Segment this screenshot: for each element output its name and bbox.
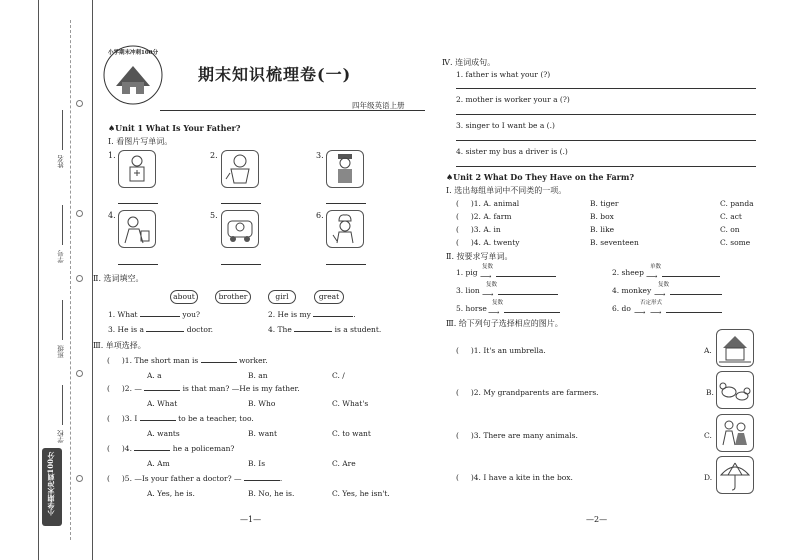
mc-item: ( )3. I to be a teacher, too.	[107, 414, 254, 423]
cut-line	[70, 20, 71, 540]
police-picture-icon	[326, 150, 364, 188]
match-item: ( )3. There are many animals.	[456, 431, 578, 440]
pic-num: 4.	[108, 211, 116, 220]
mc-option[interactable]: B. Is	[248, 459, 266, 468]
word-transform: 3. lion	[456, 286, 480, 295]
transform-tag: 否定形式	[640, 300, 663, 306]
picture-letter: C.	[704, 431, 712, 440]
reorder-item: 1. father is what your (?)	[456, 70, 551, 79]
answer-line[interactable]	[456, 88, 756, 89]
mc-option[interactable]: B. Who	[248, 399, 276, 408]
mc-item: ( )2. — is that man? —He is my father.	[107, 384, 300, 393]
animals-picture-icon	[716, 371, 754, 409]
answer-line[interactable]	[456, 166, 756, 167]
page-title: 期末知识梳理卷(一)	[198, 65, 352, 84]
odd-one-row: ( )1. A. animal	[456, 199, 520, 208]
mc-option[interactable]: B. seventeen	[590, 238, 639, 247]
pic-num: 3.	[316, 151, 324, 160]
word-transform: 4. monkey	[612, 286, 652, 295]
mc-option[interactable]: A. a	[147, 371, 162, 380]
fill-question: 2. He is my .	[268, 310, 356, 319]
unit1-section2-title: Ⅱ. 选词填空。	[93, 274, 144, 283]
mc-item: ( )4. he a policeman?	[107, 444, 235, 453]
reorder-item: 4. sister my bus a driver is (.)	[456, 147, 568, 156]
mc-option[interactable]: B. want	[248, 429, 278, 438]
driver-picture-icon	[221, 210, 259, 248]
mc-option[interactable]: B. an	[248, 371, 268, 380]
answer-line[interactable]	[456, 114, 756, 115]
pic-num: 1.	[108, 151, 116, 160]
mc-option[interactable]: C. panda	[720, 199, 754, 208]
mc-option[interactable]: A. wants	[147, 429, 180, 438]
word-cloud: great	[314, 290, 344, 304]
transform-tag: 单数	[650, 264, 662, 270]
unit2-section2-title: Ⅱ. 按要求写单词。	[446, 252, 513, 261]
brand-text: 小学期末冲刺100分	[46, 452, 55, 516]
pic-num: 5.	[210, 211, 218, 220]
answer-line[interactable]	[496, 276, 556, 277]
picture-letter: D.	[704, 473, 713, 482]
transform-tag: 复数	[492, 300, 504, 306]
section4-title: Ⅳ. 连词成句。	[442, 58, 496, 67]
word-transform: 6. do	[612, 304, 631, 313]
chef-picture-icon	[326, 210, 364, 248]
margin-line	[38, 0, 39, 560]
binding-margin	[0, 0, 100, 560]
page-number-2: —2—	[586, 515, 608, 524]
word-cloud: brother	[215, 290, 251, 304]
unit1-section3-title: Ⅲ. 单项选择。	[93, 341, 146, 350]
word-transform: 5. horse	[456, 304, 487, 313]
fill-question: 1. What you?	[108, 310, 200, 319]
picture-letter: B.	[706, 388, 714, 397]
pic-num: 2.	[210, 151, 218, 160]
fill-question: 4. The is a student.	[268, 325, 382, 334]
mc-item: ( )5. —Is your father a doctor? — .	[107, 474, 283, 483]
logo-ring-text: 小学期末冲刺100分	[108, 50, 158, 56]
odd-one-row: ( )3. A. in	[456, 225, 501, 234]
student-id-label: 学号	[57, 250, 65, 263]
mc-option[interactable]: C. to want	[332, 429, 371, 438]
answer-line[interactable]	[666, 312, 722, 313]
brand-block	[42, 448, 62, 526]
cook-picture-icon	[221, 150, 259, 188]
answer-line[interactable]	[662, 276, 720, 277]
word-cloud: girl	[268, 290, 296, 304]
mc-option[interactable]: B. tiger	[590, 199, 619, 208]
odd-one-row: ( )4. A. twenty	[456, 238, 520, 247]
transform-tag: 复数	[482, 264, 494, 270]
odd-one-row: ( )2. A. farm	[456, 212, 512, 221]
answer-line[interactable]	[670, 294, 722, 295]
mc-option[interactable]: C. some	[720, 238, 751, 247]
mc-option[interactable]: C. What's	[332, 399, 369, 408]
mc-option[interactable]: C. on	[720, 225, 740, 234]
mc-option[interactable]: A. What	[147, 399, 178, 408]
grade-subtitle: 四年级英语上册	[352, 101, 405, 110]
logo	[102, 44, 164, 106]
reorder-item: 3. singer to I want be a (.)	[456, 121, 555, 130]
mc-option[interactable]: C. /	[332, 371, 345, 380]
fill-question: 3. He is a doctor.	[108, 325, 213, 334]
farmers-picture-icon	[716, 414, 754, 452]
picture-letter: A.	[704, 346, 712, 355]
doctor-picture-icon	[118, 210, 156, 248]
mc-option[interactable]: B. box	[590, 212, 614, 221]
page-number-1: —1—	[240, 515, 262, 524]
umbrella-picture-icon	[716, 456, 754, 494]
answer-line[interactable]	[498, 294, 558, 295]
unit1-section1-title: Ⅰ. 看图片写单词。	[108, 137, 173, 146]
match-item: ( )1. It's an umbrella.	[456, 346, 546, 355]
class-label: 班级	[57, 345, 65, 358]
mc-option[interactable]: C. act	[720, 212, 742, 221]
school-label: 学校	[57, 430, 65, 443]
transform-tag: 复数	[658, 282, 670, 288]
word-transform: 1. pig	[456, 268, 478, 277]
name-label: 姓名	[57, 155, 65, 168]
mc-item: ( )1. The short man is worker.	[107, 356, 268, 365]
mc-option[interactable]: A. Yes, he is.	[147, 489, 195, 498]
word-cloud: about	[170, 290, 198, 304]
reorder-item: 2. mother is worker your a (?)	[456, 95, 570, 104]
answer-line[interactable]	[456, 140, 756, 141]
match-item: ( )4. I have a kite in the box.	[456, 473, 573, 482]
unit1-heading: ♠Unit 1 What Is Your Father?	[108, 123, 241, 133]
match-item: ( )2. My grandparents are farmers.	[456, 388, 599, 397]
mc-option[interactable]: B. No, he is.	[248, 489, 295, 498]
mc-option[interactable]: A. Am	[147, 459, 170, 468]
mc-option[interactable]: B. like	[590, 225, 615, 234]
unit2-section3-title: Ⅲ. 给下列句子选择相应的图片。	[446, 319, 563, 328]
answer-line[interactable]	[504, 312, 560, 313]
transform-tag: 复数	[486, 282, 498, 288]
mc-option[interactable]: C. Yes, he isn't.	[332, 489, 390, 498]
word-transform: 2. sheep	[612, 268, 644, 277]
pic-num: 6.	[316, 211, 324, 220]
farm-picture-icon	[716, 329, 754, 367]
unit2-section1-title: Ⅰ. 选出每组单词中不同类的一项。	[446, 186, 567, 195]
mc-option[interactable]: C. Are	[332, 459, 356, 468]
nurse-picture-icon	[118, 150, 156, 188]
unit2-heading: ♠Unit 2 What Do They Have on the Farm?	[446, 172, 635, 182]
